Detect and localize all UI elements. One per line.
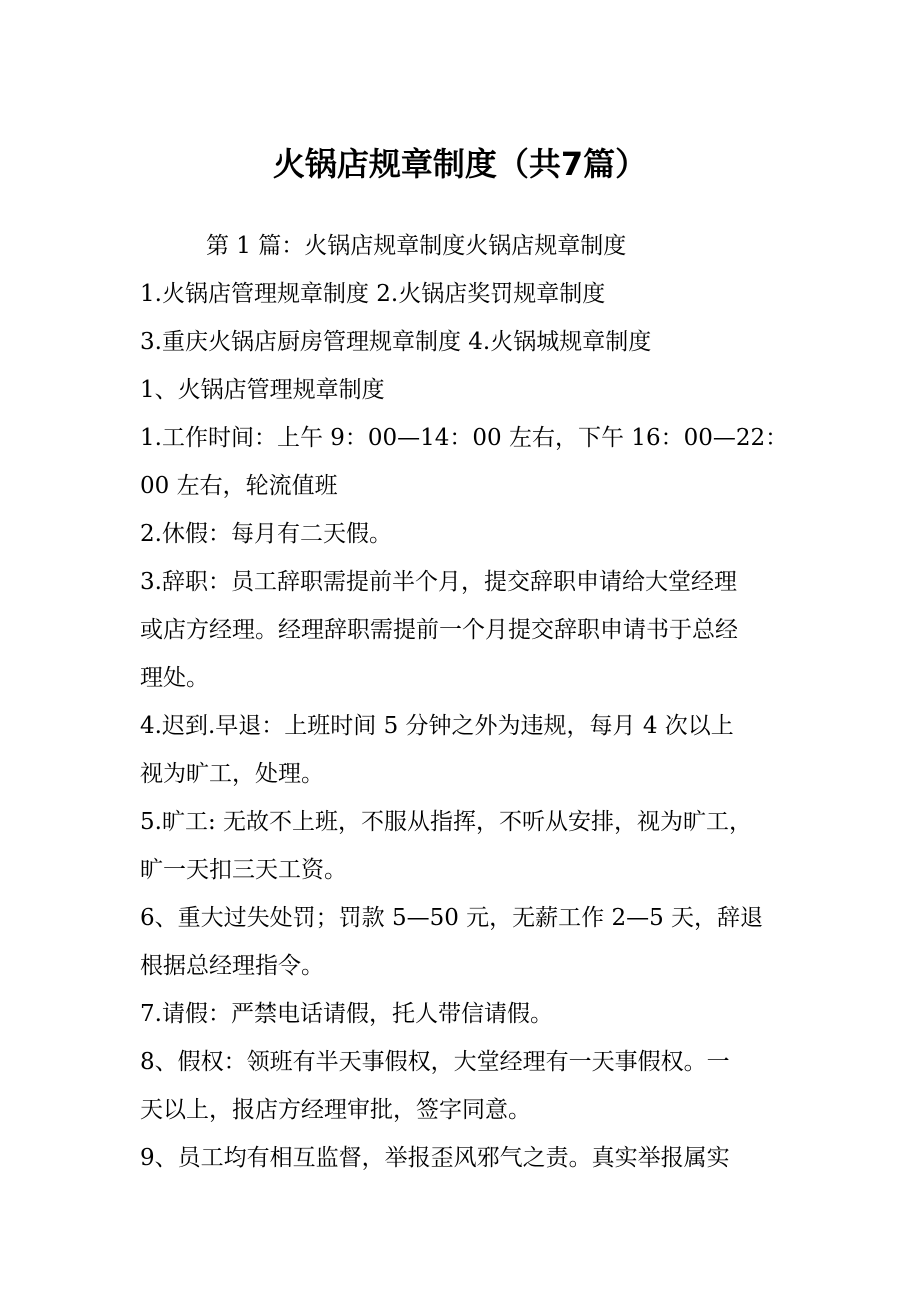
text-line: 5.旷工: 无故不上班，不服从指挥，不听从安排，视为旷工， xyxy=(140,809,753,835)
text-line: 3.重庆火锅店厨房管理规章制度 4.火锅城规章制度 xyxy=(140,329,652,355)
text-line: 8、假权：领班有半天事假权，大堂经理有一天事假权。一 xyxy=(140,1049,730,1075)
text-line: 根据总经理指令。 xyxy=(140,953,324,979)
chapter-heading: 第 1 篇：火锅店规章制度火锅店规章制度 xyxy=(206,233,627,259)
text-line: 或店方经理。经理辞职需提前一个月提交辞职申请书于总经 xyxy=(140,617,738,643)
text-line: 视为旷工，处理。 xyxy=(140,761,324,787)
text-line: 1.工作时间：上午 9：00—14：00 左右，下午 16：00—22： xyxy=(140,425,789,451)
text-line: 旷一天扣三天工资。 xyxy=(140,857,347,883)
text-line: 3.辞职：员工辞职需提前半个月，提交辞职申请给大堂经理 xyxy=(140,569,737,595)
document-body xyxy=(140,222,790,1182)
text-line: 6、重大过失处罚；罚款 5—50 元，无薪工作 2—5 天，辞退 xyxy=(140,905,764,931)
text-line: 天以上，报店方经理审批，签字同意。 xyxy=(140,1097,531,1123)
text-line: 4.迟到.早退：上班时间 5 分钟之外为违规，每月 4 次以上 xyxy=(140,713,734,739)
text-line: 2.休假：每月有二天假。 xyxy=(140,521,392,547)
text-line: 7.请假：严禁电话请假，托人带信请假。 xyxy=(140,1001,553,1027)
text-line: 9、员工均有相互监督，举报歪风邪气之责。真实举报属实 xyxy=(140,1145,730,1171)
section-heading: 1、火锅店管理规章制度 xyxy=(140,377,385,403)
text-line: 理处。 xyxy=(140,665,209,691)
text-line: 1.火锅店管理规章制度 2.火锅店奖罚规章制度 xyxy=(140,281,606,307)
document-title: 火锅店规章制度（共7篇） xyxy=(272,145,648,183)
text-line: 00 左右，轮流值班 xyxy=(140,473,338,499)
